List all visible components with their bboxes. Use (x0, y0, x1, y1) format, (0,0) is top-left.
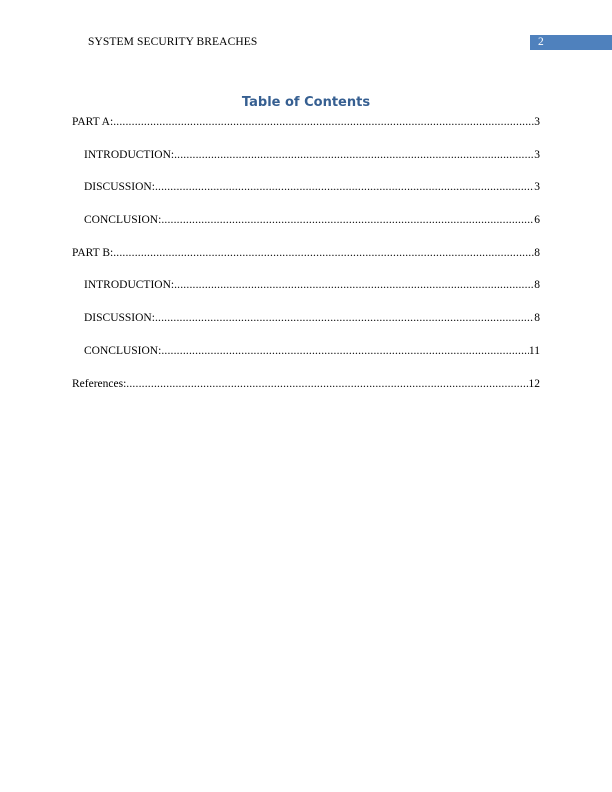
header-page-number: 2 (530, 35, 612, 50)
toc-entry-label: DISCUSSION: (84, 312, 155, 325)
toc-dot-leader (126, 377, 528, 392)
toc-entry-label: DISCUSSION: (84, 181, 155, 194)
toc-entry-part-b-introduction[interactable] (72, 278, 540, 293)
toc-entry-page: 8 (534, 246, 540, 259)
toc-entry-page: 11 (528, 344, 540, 357)
running-header-title: SYSTEM SECURITY BREACHES (88, 36, 258, 48)
toc-entry-part-a-discussion[interactable] (72, 180, 540, 195)
toc-entry-page: 3 (534, 148, 540, 161)
toc-entry-page: 6 (534, 214, 540, 227)
toc-entry-label: References: (72, 377, 127, 390)
toc-entry-part-a-conclusion[interactable] (72, 213, 540, 228)
toc-entry-page: 8 (534, 279, 540, 292)
toc-dot-leader (174, 148, 534, 163)
toc-entry-references[interactable] (72, 377, 540, 392)
toc-dot-leader (155, 180, 534, 195)
toc-entry-part-b-conclusion[interactable] (72, 344, 540, 359)
toc-dot-leader (113, 246, 534, 261)
toc-entry-label: PART B: (72, 246, 114, 259)
toc-dot-leader (174, 278, 534, 293)
toc-entry-page: 3 (534, 116, 540, 128)
toc-entry-part-a[interactable] (72, 115, 540, 130)
toc-entry-page: 3 (534, 181, 540, 194)
toc-entry-page: 8 (534, 312, 540, 325)
toc-entry-label: CONCLUSION: (84, 344, 162, 357)
toc-dot-leader (113, 115, 534, 130)
toc-entry-label: PART A: (72, 116, 114, 128)
toc-dot-leader (161, 344, 529, 359)
toc-entry-part-a-introduction[interactable] (72, 148, 540, 163)
toc-dot-leader (155, 311, 534, 326)
table-of-contents (72, 115, 540, 409)
toc-entry-label: CONCLUSION: (84, 214, 162, 227)
toc-dot-leader (161, 213, 534, 228)
toc-entry-part-b[interactable] (72, 246, 540, 261)
toc-entry-page: 12 (528, 377, 540, 390)
toc-heading: Table of Contents (241, 95, 371, 110)
toc-entry-label: INTRODUCTION: (84, 148, 175, 161)
toc-entry-part-b-discussion[interactable] (72, 311, 540, 326)
toc-entry-label: INTRODUCTION: (84, 279, 175, 292)
